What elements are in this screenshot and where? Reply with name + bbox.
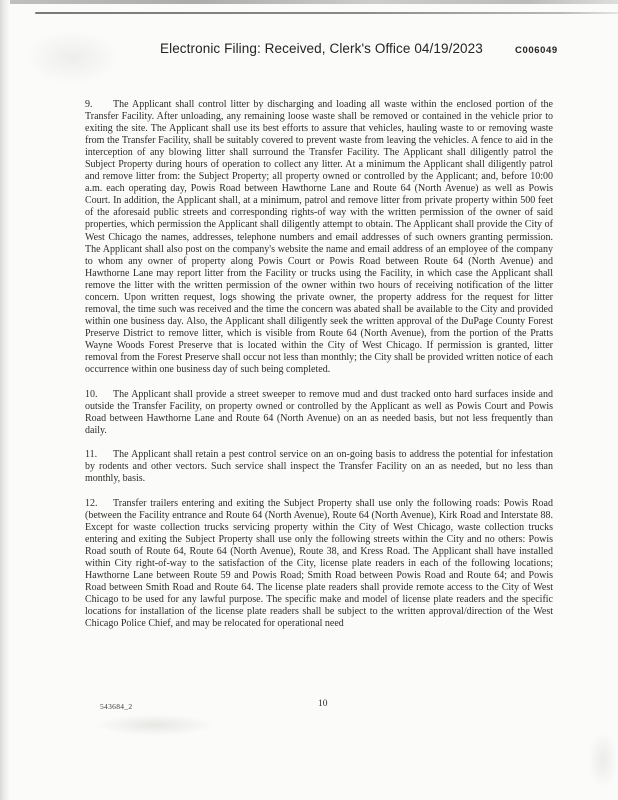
scan-smudge (588, 730, 618, 790)
footer-document-id: 543684_2 (100, 702, 133, 711)
paragraph-10-number: 10. (85, 388, 98, 400)
scan-edge-top (10, 0, 618, 4)
paragraph-9-text: The Applicant shall control litter by discharging and loading all waste within the enclosed portion of the Transfer Facility. After unloading, any remaining loose waste shall be removed or contained in the vehicle prior to exiting the site. The Applicant shall use its best efforts to assure that vehicles, hauling waste to or removing waste from the Transfer Facility, shall be suitably covered to prevent waste from leaving the vehicles. A fence to aid in the interception of any blowing litter shall surround the Transfer Facility. The Applicant shall diligently patrol the Subject Property during hours of operation to collect any litter. At a minimum the Applicant shall diligently patrol and remove litter from: the Subject Property; all property owned or controlled by the Applicant; and, before 10:00 a.m. each operating day, Powis Road between Hawthorne Lane and Route 64 (North Avenue) as well as Powis Court. In addition, the Applicant shall, at a minimum, patrol and remove litter from private property within 500 feet of the aforesaid public streets and corresponding rights-of way with the written permission of the owner of said properties, which permission the Applicant shall diligently attempt to obtain. The Applicant shall provide the City of West Chicago the names, addresses, telephone numbers and email addresses of such owners granting permission. The Applicant shall also post on the company's website the name and email address of an employee of the company to whom any owner of property along Powis Court or Powis Road between Route 64 (North Avenue) and Hawthorne Lane may report litter from the Facility or trucks using the Facility, in which case the Applicant shall remove the litter with the written permission of the owner within two hours of receiving notification of the litter concern. Upon written request, logs showing the private owner, the property address for the request for litter removal, the time such was received and the time the concern was abated shall be available to the City and provided within one business day. Also, the Applicant shall diligently seek the written approval of the DuPage County Forest Preserve District to remove litter, which is visible from Route 64 (North Avenue), from the portion of the Pratts Wayne Woods Forest Preserve that is located within the City of West Chicago. If permission is granted, litter removal from the Forest Preserve shall occur not less than monthly; the City shall be provided written notice of each occurrence within one business day of such being completed. (85, 99, 553, 376)
scan-smudge (95, 714, 215, 736)
paragraph-11-number: 11. (85, 449, 98, 461)
paragraph-12-text: Transfer trailers entering and exiting the Subject Property shall use only the following roads: Powis Road (between the Facility entrance and Route 64 (North Avenue), Route 64 (North Avenue), Kirk Road and Interstate 88. Except for waste collection trucks servicing property within the City of West Chicago, waste collection trucks entering and exiting the Subject Property shall use only the following streets within the City and no others: Powis Road south of Route 64, Route 64 (North Avenue), Route 38, and Kress Road. The Applicant shall have installed within City right-of-way to the satisfaction of the City, license plate readers in each of the following locations; Hawthorne Lane between Route 59 and Powis Road; Smith Road between Powis Road and Route 64; and Powis Road between Smith Road and Route 64. The license plate readers shall provide remote access to the City of West Chicago to be used for any lawful purpose. The specific make and model of license plate readers and the specific locations for installation of the license plate readers shall be subject to the written approval/direction of the West Chicago Police Chief, and may be relocated for operational need (85, 497, 553, 630)
paragraph-11 (85, 449, 553, 485)
paragraph-10-text: The Applicant shall provide a street sweeper to remove mud and dust tracked onto hard surfaces inside and outside the Transfer Facility, on property owned or controlled by the Applicant as well as Powis Court and Powis Road between Hawthorne Lane and Route 64 (North Avenue) on an as needed basis, but not less frequently than daily. (85, 388, 553, 436)
paragraph-10 (85, 389, 553, 437)
document-body (85, 99, 553, 643)
paragraph-9 (85, 99, 553, 376)
document-number-stamp: C006049 (515, 45, 558, 56)
scan-top-line (35, 12, 618, 14)
paragraph-12 (85, 498, 553, 631)
scan-edge-left (0, 0, 10, 800)
scan-smudge (25, 30, 120, 85)
efiling-header-text: Electronic Filing: Received, Clerk's Office 04/19/2023 (160, 41, 483, 56)
footer-page-number: 10 (318, 699, 328, 709)
paragraph-9-number: 9. (85, 99, 93, 110)
paragraph-12-number: 12. (85, 497, 98, 509)
paragraph-11-text: The Applicant shall retain a pest control service on an on-going basis to address the potential for infestation by rodents and other vectors. Such service shall inspect the Transfer Facility on an as needed, but no less than monthly, basis. (85, 449, 553, 485)
